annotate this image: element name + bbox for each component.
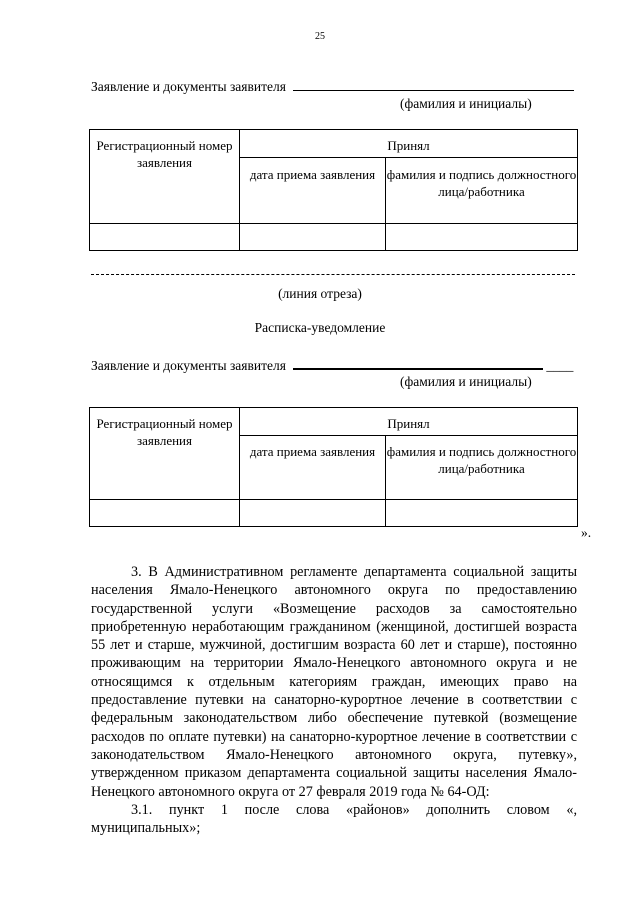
- receipt-applicant-label: Заявление и документы заявителя: [91, 358, 286, 373]
- registration-table: [89, 129, 578, 251]
- signature-cell[interactable]: [386, 224, 578, 251]
- reg-number-cell[interactable]: [90, 224, 240, 251]
- date-header: дата приема заявления: [240, 158, 386, 224]
- receipt-applicant-line: [91, 356, 573, 374]
- signature-header: фамилия и подпись должностного лица/работника: [386, 158, 578, 224]
- receipt-title: Расписка-уведомление: [254, 320, 386, 335]
- receipt-accepted-header: Принял: [240, 408, 578, 436]
- applicant-label: Заявление и документы заявителя: [91, 79, 286, 94]
- cut-line-label: (линия отреза): [278, 286, 362, 301]
- paragraph-3-1: 3.1. пункт 1 после слова «районов» дополнить словом «, муниципальных»;: [91, 801, 577, 837]
- receipt-signature-cell[interactable]: [386, 500, 578, 527]
- date-cell[interactable]: [240, 224, 386, 251]
- receipt-applicant-name-blank[interactable]: [293, 356, 543, 370]
- reg-number-header: Регистрационный номер заявления: [90, 130, 240, 224]
- receipt-registration-table: [89, 407, 578, 527]
- receipt-reg-number-header: Регистрационный номер заявления: [90, 408, 240, 500]
- receipt-date-cell[interactable]: [240, 500, 386, 527]
- closing-quote: ».: [581, 525, 592, 540]
- applicant-name-blank[interactable]: [293, 78, 574, 91]
- applicant-line: [91, 78, 574, 95]
- name-caption: (фамилия и инициалы): [400, 96, 532, 111]
- accepted-header: Принял: [240, 130, 578, 158]
- paragraph-3: 3. В Административном регламенте департамента социальной защиты населения Ямало-Ненецкого автономного округа по предоставлению государственной услуги «Возмещение расходов за самостоятельно приобретенную неработающим гражданином (женщиной, достигшей возраста 55 лет и старше, мужчиной, достигшим возраста 60 лет и старше), постоянно проживающим на территории Ямало-Ненецкого автономного округа и не относящимся к отдельным категориям граждан, имеющих право на предоставление путевки на санаторно-курортное лечение в соответствии с федеральным законодательством либо обеспечение путевкой (возмещение расходов по оплате путевки) на санаторно-курортное лечение в соответствии с законодательством Ямало-Ненецкого автономного округа, путевку», утвержденном приказом департамента социальной защиты населения Ямало-Ненецкого автономного округа от 27 февраля 2019 года № 64-ОД:: [91, 564, 577, 800]
- receipt-date-header: дата приема заявления: [240, 436, 386, 500]
- receipt-reg-number-cell[interactable]: [90, 500, 240, 527]
- page-number: 25: [315, 31, 325, 42]
- receipt-name-caption: (фамилия и инициалы): [400, 374, 532, 389]
- amendment-text: [91, 563, 577, 837]
- receipt-signature-header: фамилия и подпись должностного лица/работника: [386, 436, 578, 500]
- cut-line: [91, 274, 575, 275]
- receipt-underline-suffix: ____: [546, 358, 574, 373]
